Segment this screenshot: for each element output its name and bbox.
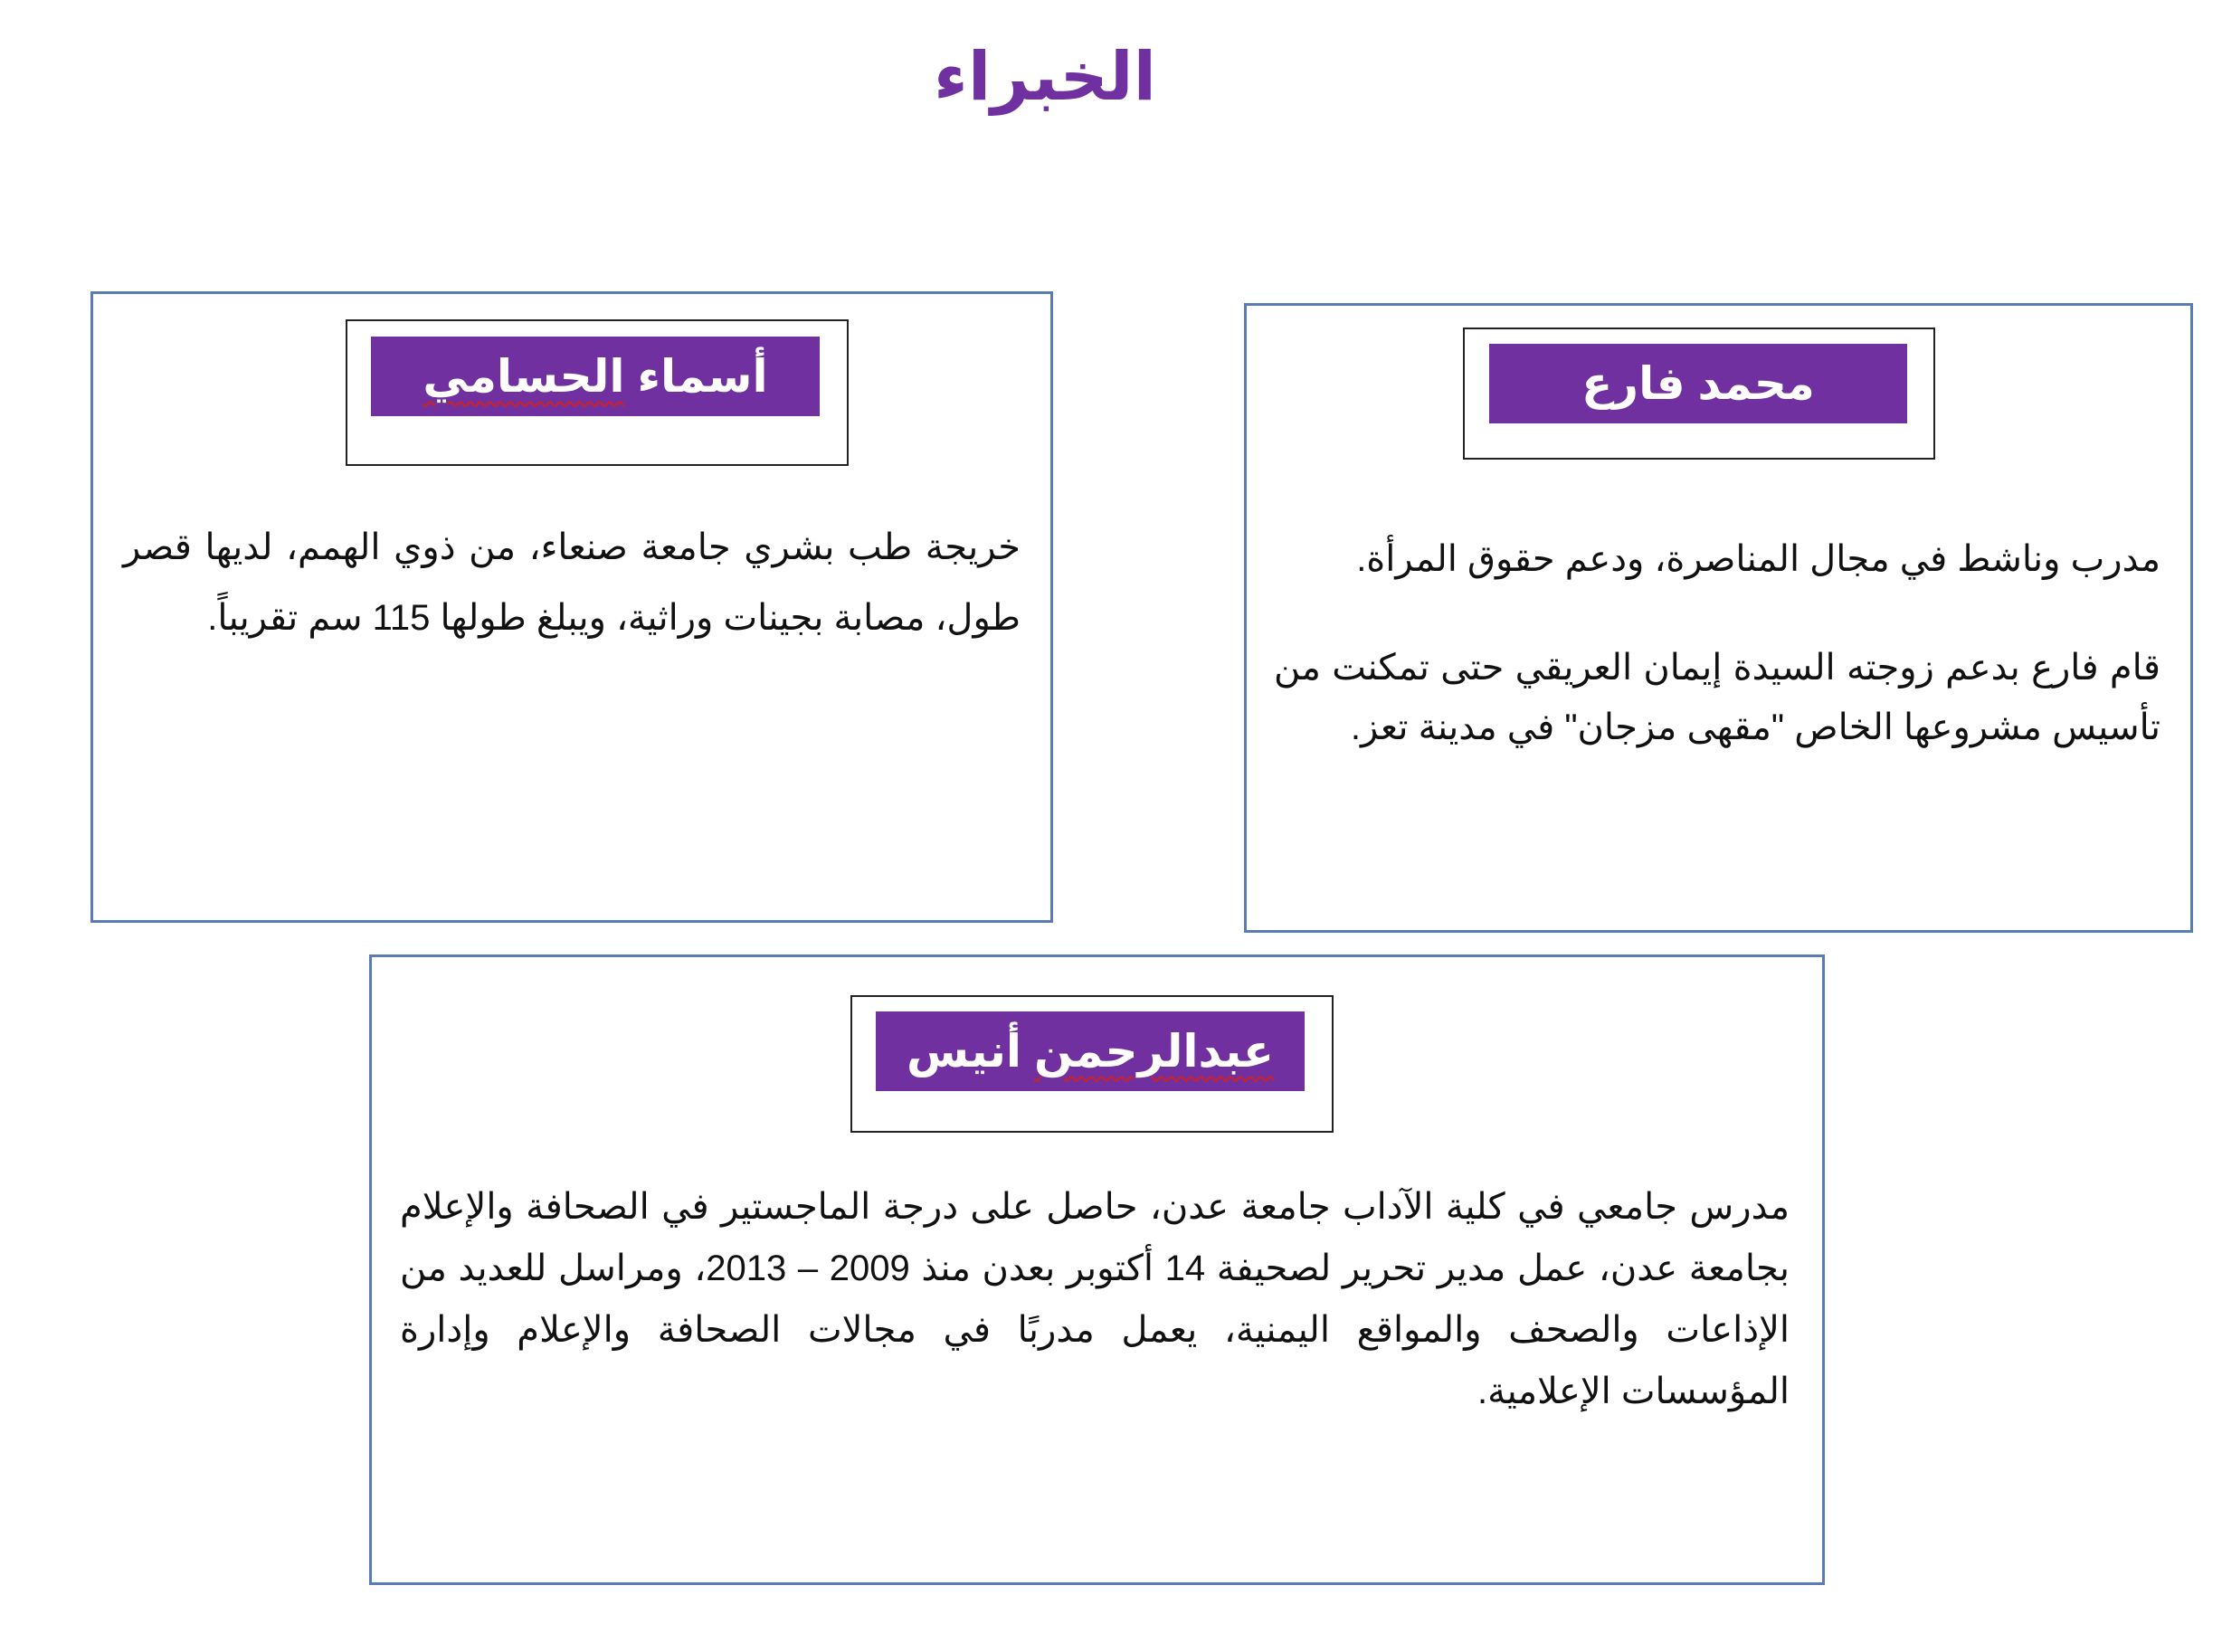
expert-last-name: أنيس: [907, 1026, 1022, 1077]
expert-last-name: فارع: [1581, 358, 1685, 409]
expert-bio: [1274, 529, 2160, 757]
expert-first-name: عبدالرحمن: [1033, 1026, 1274, 1077]
expert-bio-text: مدرس جامعي في كلية الآداب جامعة عدن، حاصل على درجة الماجستير في الصحافة والإعلام بجامعة عدن، عمل مدير تحرير لصحيفة 14 أكتوبر بعدن منذ 2009 – 2013، ومراسل للعديد من الإذاعات والصحف والمواقع اليمنية، يعمل مدربًا في مجالات الصحافة والإعلام وإدارة المؤسسات الإعلامية.: [400, 1187, 1790, 1411]
expert-bio: [123, 512, 1021, 653]
page-title: الخبراء: [934, 39, 1156, 114]
expert-first-name: محمد: [1697, 358, 1815, 409]
expert-name-badge: [1489, 344, 1907, 423]
expert-bio-paragraph: مدرب وناشط في مجال المناصرة، ودعم حقوق المرأة.: [1356, 539, 2160, 579]
expert-bio-paragraph: قام فارع بدعم زوجته السيدة إيمان العريقي حتى تمكنت من تأسيس مشروعها الخاص "مقهى مزجان" في مدينة تعز.: [1274, 648, 2160, 747]
expert-bio: [400, 1176, 1790, 1422]
expert-bio-text: خريجة طب بشري جامعة صنعاء، من ذوي الهمم، لديها قصر طول، مصابة بجينات وراثية، ويبلغ طولها 115 سم تقريباً.: [123, 527, 1021, 638]
expert-first-name: أسماء: [637, 351, 768, 402]
expert-name-badge: [876, 1011, 1305, 1091]
expert-name-badge: [371, 337, 820, 416]
expert-last-name: الحسامي: [423, 351, 625, 402]
